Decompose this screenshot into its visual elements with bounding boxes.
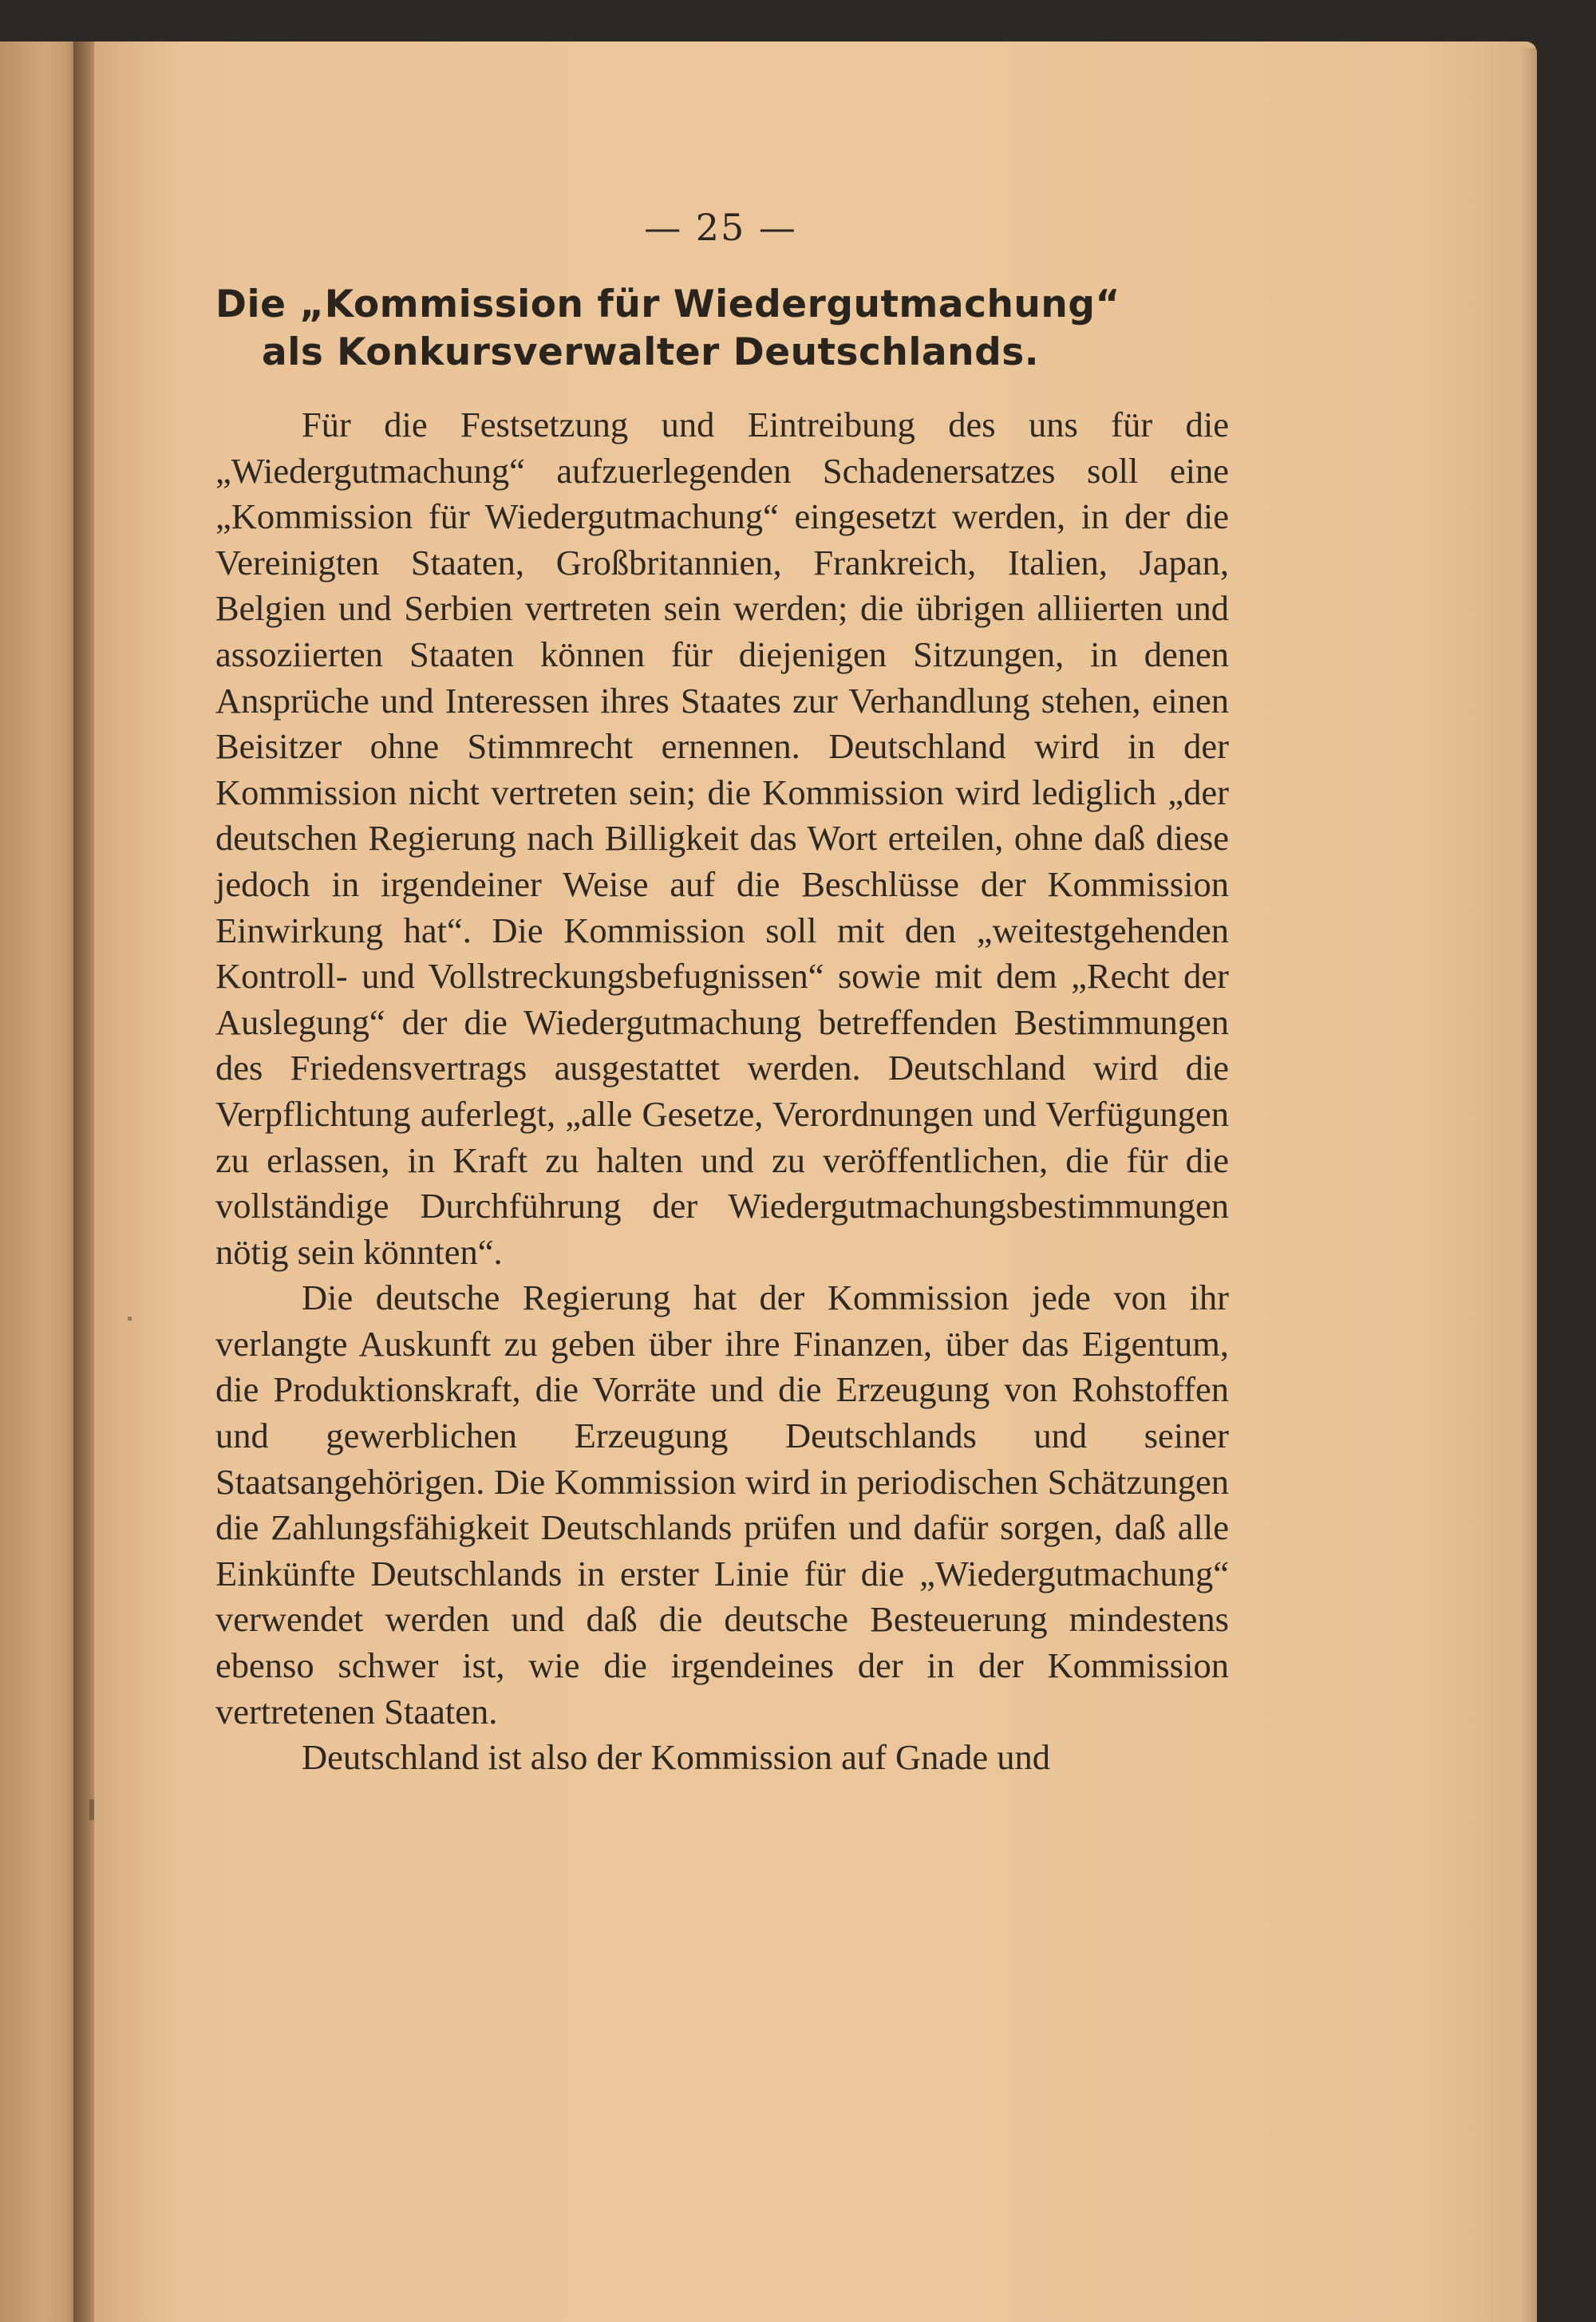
margin-speck [89,1799,94,1820]
margin-speck [128,1317,132,1321]
page-right-edge-shadow [1521,48,1543,2322]
section-heading [215,281,1237,377]
body-text [215,402,1229,1781]
paragraph-1: Für die Festsetzung und Eintreibung des uns für die „Wiedergutmachung“ aufzuerlegenden Schadenersatzes soll eine „Kommission für Wiedergutmachung“ eingesetzt werden, in der die Vereinigten Staaten, Großbritannien, Frankreich, Italien, Japan, Belgien und Serbien vertreten sein werden; die übrigen alliierten und assoziierten Staaten können für diejenigen Sitzungen, in denen Ansprüche und Interessen ihres Staates zur Verhandlung stehen, einen Beisitzer ohne Stimmrecht ernennen. Deutschland wird in der Kommission nicht vertreten sein; die Kommission wird lediglich „der deutschen Regierung nach Billigkeit das Wort erteilen, ohne daß diese jedoch in irgendeiner Weise auf die Beschlüsse der Kommission Einwirkung hat“. Die Kommission soll mit den „weitestgehenden Kontroll- und Vollstreckungsbefugnissen“ sowie mit dem „Recht der Auslegung“ der die Wiedergutmachung betreffenden Bestimmungen des Friedensvertrags ausgestattet werden. Deutschland wird die Verpflichtung auferlegt, „alle Gesetze, Verordnungen und Verfügungen zu erlassen, in Kraft zu halten und zu veröffentlichen, die für die vollständige Durchführung der Wiedergutmachungsbestimmungen nötig sein könnten“. [215,405,1229,1272]
left-page-edge [0,41,84,2322]
paragraph-2: Die deutsche Regierung hat der Kommission jede von ihr verlangte Auskunft zu geben über ihre Finanzen, über das Eigentum, die Produktionskraft, die Vorräte und die Erzeugung von Rohstoffen und gewerblichen Erzeugung Deutschlands und seiner Staatsangehörigen. Die Kommission wird in periodischen Schätzungen die Zahlungsfähigkeit Deutschlands prüfen und dafür sorgen, daß alle Einkünfte Deutschlands in erster Linie für die „Wiedergutmachung“ verwendet werden und daß die deutsche Besteuerung mindestens ebenso schwer ist, wie die irgendeines der in der Kommission vertretenen Staaten. [215,1277,1229,1732]
page-number: — 25 — [644,206,797,249]
heading-line-2: als Konkursverwalter Deutschlands. [262,330,1040,374]
paragraph-3: Deutschland ist also der Kommission auf Gnade und [302,1737,1051,1778]
heading-line-1: Die „Kommission für Wiedergutmachung“ [215,282,1120,326]
